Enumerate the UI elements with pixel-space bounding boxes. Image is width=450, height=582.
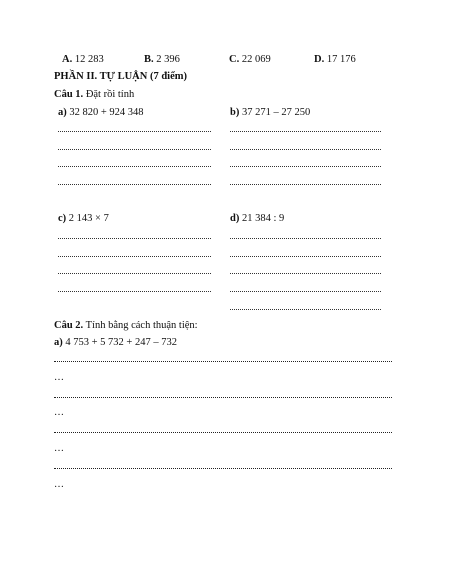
q1-item-b xyxy=(230,107,310,118)
q2-ellipsis-3: … xyxy=(54,443,64,454)
answer-line-a-2 xyxy=(58,149,211,150)
q2-text: Tính bằng cách thuận tiện: xyxy=(85,320,198,331)
q2-answer-line-2 xyxy=(54,397,392,398)
q2-label: Câu 2. xyxy=(54,320,84,331)
answer-line-b-2 xyxy=(230,149,381,150)
q1-item-a xyxy=(58,107,144,118)
q1-item-b-letter: b) xyxy=(230,107,240,118)
q1-heading xyxy=(54,89,134,100)
answer-line-a-1 xyxy=(58,131,211,132)
answer-line-c-4 xyxy=(58,291,211,292)
answer-line-d-2 xyxy=(230,256,381,257)
choice-b xyxy=(144,54,180,65)
q1-item-d-letter: d) xyxy=(230,213,240,224)
q1-label: Câu 1. xyxy=(54,89,84,100)
choice-c xyxy=(229,54,271,65)
choice-b-value: 2 396 xyxy=(156,54,180,65)
choice-d-value: 17 176 xyxy=(326,54,356,65)
answer-line-d-5 xyxy=(230,309,381,310)
q1-item-a-expr: 32 820 + 924 348 xyxy=(69,107,144,118)
answer-line-d-1 xyxy=(230,238,381,239)
q1-item-b-expr: 37 271 – 27 250 xyxy=(241,107,311,118)
q1-item-a-letter: a) xyxy=(58,107,67,118)
answer-line-b-4 xyxy=(230,184,381,185)
q1-text: Đặt rồi tính xyxy=(85,89,135,100)
choice-d xyxy=(314,54,356,65)
choice-c-value: 22 069 xyxy=(241,54,271,65)
q2-answer-line-4 xyxy=(54,468,392,469)
choice-a xyxy=(62,54,104,65)
choice-d-letter: D. xyxy=(314,54,325,65)
choice-a-value: 12 283 xyxy=(74,54,104,65)
choice-a-letter: A. xyxy=(62,54,73,65)
answer-line-d-3 xyxy=(230,273,381,274)
q2-item-a-letter: a) xyxy=(54,337,63,348)
q1-item-c xyxy=(58,213,109,224)
answer-line-a-4 xyxy=(58,184,211,185)
answer-line-a-3 xyxy=(58,166,211,167)
q2-ellipsis-2: … xyxy=(54,407,64,418)
answer-line-b-1 xyxy=(230,131,381,132)
answer-line-b-3 xyxy=(230,166,381,167)
choice-c-letter: C. xyxy=(229,54,240,65)
answer-line-c-3 xyxy=(58,273,211,274)
answer-line-c-2 xyxy=(58,256,211,257)
q1-item-d-expr: 21 384 : 9 xyxy=(241,213,285,224)
answer-line-d-4 xyxy=(230,291,381,292)
q2-heading xyxy=(54,320,198,331)
q2-answer-line-1 xyxy=(54,361,392,362)
q2-ellipsis-4: … xyxy=(54,479,64,490)
q1-item-d xyxy=(230,213,284,224)
answer-line-c-1 xyxy=(58,238,211,239)
q2-answer-line-3 xyxy=(54,432,392,433)
q2-item-a xyxy=(54,337,177,348)
choice-b-letter: B. xyxy=(144,54,154,65)
q2-ellipsis-1: … xyxy=(54,372,64,383)
q2-item-a-expr: 4 753 + 5 732 + 247 – 732 xyxy=(65,337,177,348)
q1-item-c-expr: 2 143 × 7 xyxy=(68,213,109,224)
q1-item-c-letter: c) xyxy=(58,213,67,224)
section-title: PHẦN II. TỰ LUẬN (7 điểm) xyxy=(54,71,187,82)
